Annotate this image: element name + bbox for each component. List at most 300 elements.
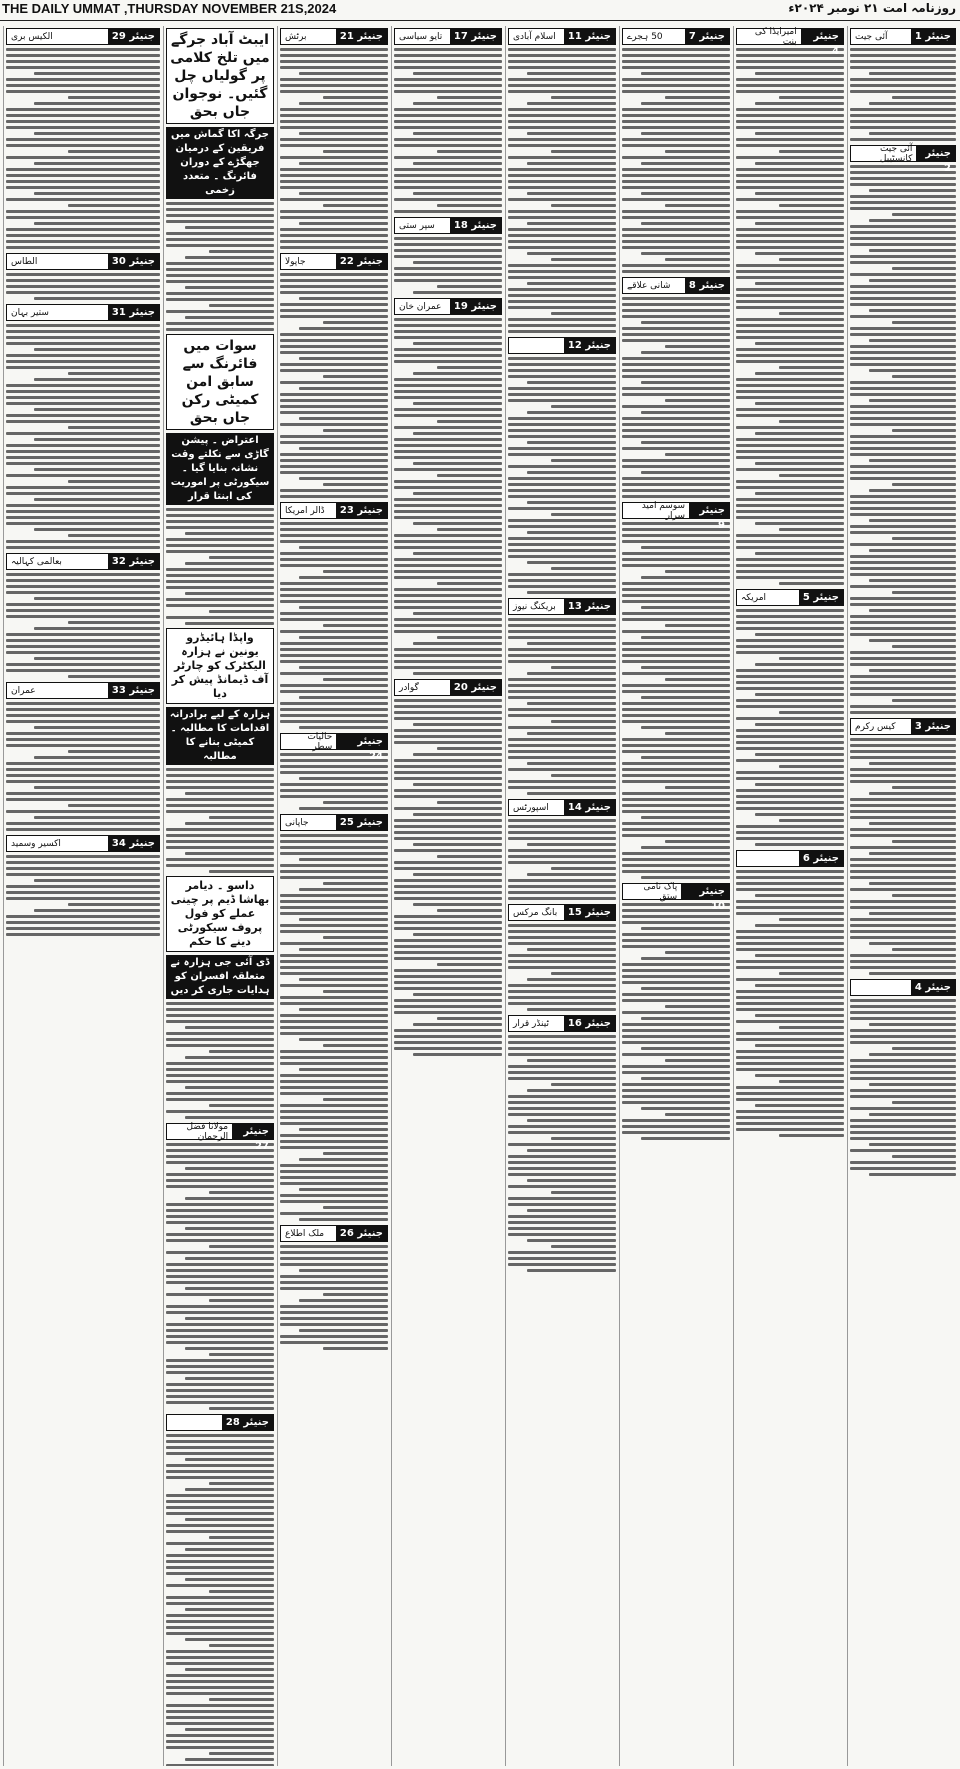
text-line (736, 534, 844, 537)
text-line (665, 786, 730, 789)
text-line (166, 1512, 274, 1515)
text-line (850, 177, 956, 180)
text-line (323, 624, 388, 627)
text-line (185, 286, 274, 289)
text-line (166, 1470, 274, 1473)
text-line (6, 897, 160, 900)
headline-wapda: واپڈا ہائیڈرو یونین نے ہزارہ الیکٹرک کو چارٹر آف ڈیمانڈ پیش کر دیا (166, 628, 274, 704)
text-line (736, 84, 844, 87)
text-line (736, 174, 844, 177)
text-line (299, 72, 388, 75)
text-line (280, 984, 388, 987)
text-line (166, 846, 274, 849)
text-line (166, 202, 274, 205)
text-line (280, 906, 388, 909)
text-line (869, 882, 956, 885)
text-line (551, 1137, 616, 1140)
text-line (6, 867, 160, 870)
section-title: پاک نامی ستق (643, 881, 678, 902)
text-line (394, 468, 502, 471)
text-line (508, 84, 616, 87)
news-section (508, 598, 616, 795)
text-line (755, 132, 844, 135)
text-lines (166, 508, 274, 625)
text-line (280, 924, 388, 927)
text-line (622, 66, 730, 69)
text-line (299, 327, 388, 330)
section-number: جنیئر 29 (108, 29, 159, 44)
section-header (508, 904, 616, 921)
text-line (736, 1002, 844, 1005)
text-line (437, 801, 502, 804)
section-header (6, 253, 160, 270)
text-line (850, 900, 956, 903)
text-line (850, 171, 956, 174)
text-line (166, 520, 274, 523)
text-line (166, 1203, 274, 1206)
text-line (527, 792, 616, 795)
text-line (166, 1542, 274, 1545)
section-number: جنیئر 24 (336, 734, 387, 749)
text-line (437, 366, 502, 369)
text-line (527, 1239, 616, 1242)
text-line (622, 822, 730, 825)
text-line (850, 810, 956, 813)
text-line (166, 1008, 274, 1011)
text-line (323, 429, 388, 432)
text-line (508, 186, 616, 189)
text-line (280, 144, 388, 147)
text-line (508, 1251, 616, 1254)
text-line (6, 462, 160, 465)
text-line (527, 531, 616, 534)
news-section (850, 145, 956, 714)
text-line (6, 546, 160, 549)
text-line (869, 669, 956, 672)
text-lines (736, 48, 844, 585)
text-line (394, 861, 502, 864)
text-line (508, 114, 616, 117)
text-line (850, 237, 956, 240)
text-line (185, 1347, 274, 1350)
text-line (850, 333, 956, 336)
text-line (413, 642, 502, 645)
text-line (280, 1092, 388, 1095)
text-line (508, 780, 616, 783)
column-6 (277, 26, 390, 1766)
text-line (34, 786, 160, 789)
text-line (527, 381, 616, 384)
text-line (755, 222, 844, 225)
text-line (280, 240, 388, 243)
text-line (892, 429, 956, 432)
text-line (6, 396, 160, 399)
text-line (736, 1128, 844, 1131)
text-line (280, 720, 388, 723)
text-line (6, 591, 160, 594)
section-header (280, 814, 388, 831)
text-line (622, 1125, 730, 1128)
text-line (68, 534, 160, 537)
text-line (736, 156, 844, 159)
text-line (394, 795, 502, 798)
text-line (394, 660, 502, 663)
text-line (508, 435, 616, 438)
section-title: برٹش (285, 31, 307, 42)
text-line (850, 255, 956, 258)
text-line (736, 759, 844, 762)
text-line (299, 1269, 388, 1272)
text-line (736, 900, 844, 903)
section-title: عمران (11, 685, 36, 696)
text-line (869, 132, 956, 135)
text-line (755, 492, 844, 495)
text-lines (622, 522, 730, 879)
text-line (892, 591, 956, 594)
text-line (508, 1035, 616, 1038)
text-line (622, 852, 730, 855)
text-line (641, 381, 730, 384)
text-line (394, 243, 502, 246)
text-line (394, 480, 502, 483)
text-line (736, 210, 844, 213)
text-line (736, 936, 844, 939)
text-line (755, 342, 844, 345)
text-line (892, 840, 956, 843)
text-line (166, 1464, 274, 1467)
text-line (508, 936, 616, 939)
text-line (280, 1056, 388, 1059)
text-line (166, 1293, 274, 1296)
text-line (736, 795, 844, 798)
section-number: جنیئر 17 (450, 29, 501, 44)
text-line (166, 1365, 274, 1368)
text-line (736, 675, 844, 678)
text-lines (850, 165, 956, 714)
text-line (280, 1287, 388, 1290)
text-line (280, 84, 388, 87)
text-line (508, 1203, 616, 1206)
text-line (736, 168, 844, 171)
text-line (394, 777, 502, 780)
text-line (508, 897, 616, 900)
text-line (166, 274, 274, 277)
text-line (394, 600, 502, 603)
text-line (280, 1146, 388, 1149)
news-section (6, 835, 160, 936)
text-line (508, 984, 616, 987)
text-line (6, 573, 160, 576)
text-line (166, 1734, 274, 1737)
text-line (736, 396, 844, 399)
text-line (394, 108, 502, 111)
text-line (508, 126, 616, 129)
text-line (850, 1119, 956, 1122)
text-line (299, 696, 388, 699)
text-line (508, 357, 616, 360)
text-line (299, 387, 388, 390)
text-line (394, 885, 502, 888)
text-line (850, 924, 956, 927)
text-line (665, 345, 730, 348)
text-line (850, 84, 956, 87)
text-line (641, 927, 730, 930)
text-line (850, 471, 956, 474)
section-header (394, 298, 502, 315)
text-line (527, 1149, 616, 1152)
text-line (736, 504, 844, 507)
text-line (850, 315, 956, 318)
text-line (394, 957, 502, 960)
text-line (209, 1191, 274, 1194)
text-lines (622, 903, 730, 1140)
text-line (6, 585, 160, 588)
text-line (6, 828, 160, 831)
text-line (641, 252, 730, 255)
news-section (736, 850, 844, 1137)
text-line (394, 456, 502, 459)
text-line (413, 1053, 502, 1056)
section-title: امیرایڈا کی بنت (754, 26, 797, 47)
text-line (394, 486, 502, 489)
section-title: گوادر (399, 682, 419, 693)
text-line (166, 1434, 274, 1437)
text-line (622, 738, 730, 741)
text-line (437, 1017, 502, 1020)
text-line (280, 912, 388, 915)
text-line (527, 1179, 616, 1182)
text-line (508, 537, 616, 540)
text-line (166, 1161, 274, 1164)
text-line (394, 210, 502, 213)
text-line (68, 675, 160, 678)
text-line (166, 568, 274, 571)
text-line (622, 1053, 730, 1056)
text-line (185, 622, 274, 625)
text-line (622, 810, 730, 813)
text-line (209, 1482, 274, 1485)
text-line (166, 1311, 274, 1314)
section-number: جنیئر 4 (801, 29, 843, 44)
text-line (394, 576, 502, 579)
text-line (641, 876, 730, 879)
text-line (736, 1092, 844, 1095)
text-line (280, 648, 388, 651)
text-line (736, 516, 844, 519)
text-line (755, 432, 844, 435)
text-line (779, 1026, 844, 1029)
text-line (394, 78, 502, 81)
text-line (850, 207, 956, 210)
section-header (6, 835, 160, 852)
text-line (551, 258, 616, 261)
text-lines (6, 573, 160, 678)
text-lines (166, 1143, 274, 1410)
text-line (508, 369, 616, 372)
text-line (299, 297, 388, 300)
text-line (622, 60, 730, 63)
text-line (622, 447, 730, 450)
text-line (280, 660, 388, 663)
text-line (622, 993, 730, 996)
text-line (394, 390, 502, 393)
text-line (850, 60, 956, 63)
column-4 (505, 26, 618, 1766)
text-line (736, 831, 844, 834)
section-header (280, 28, 388, 45)
text-line (508, 78, 616, 81)
text-line (850, 126, 956, 129)
text-line (394, 981, 502, 984)
text-line (850, 138, 956, 141)
text-line (508, 756, 616, 759)
text-line (6, 228, 160, 231)
text-line (413, 192, 502, 195)
text-line (280, 972, 388, 975)
text-line (508, 180, 616, 183)
text-line (394, 558, 502, 561)
text-line (280, 630, 388, 633)
section-header (6, 553, 160, 570)
text-line (850, 183, 956, 186)
text-line (736, 456, 844, 459)
text-line (850, 303, 956, 306)
text-line (34, 72, 160, 75)
text-line (508, 1173, 616, 1176)
column-1 (847, 26, 958, 1766)
text-line (68, 804, 160, 807)
text-line (508, 654, 616, 657)
text-line (527, 282, 616, 285)
text-line (508, 744, 616, 747)
text-line (850, 243, 956, 246)
text-line (622, 969, 730, 972)
section-header (166, 1414, 274, 1431)
text-line (892, 645, 956, 648)
text-line (508, 300, 616, 303)
text-line (850, 675, 956, 678)
text-line (6, 291, 160, 294)
text-line (166, 244, 274, 247)
text-line (622, 198, 730, 201)
text-line (779, 582, 844, 585)
text-line (280, 1116, 388, 1119)
text-line (622, 429, 730, 432)
text-line (736, 651, 844, 654)
text-line (622, 945, 730, 948)
text-line (6, 774, 160, 777)
text-line (736, 681, 844, 684)
text-line (6, 810, 160, 813)
text-line (209, 1299, 274, 1302)
text-line (166, 574, 274, 577)
text-line (413, 102, 502, 105)
section-number: جنیئر 1 (911, 29, 955, 44)
text-line (755, 894, 844, 897)
text-line (736, 270, 844, 273)
text-line (166, 1155, 274, 1158)
text-line (413, 462, 502, 465)
text-line (527, 843, 616, 846)
text-line (755, 372, 844, 375)
text-line (508, 489, 616, 492)
section-header (166, 1121, 274, 1152)
text-line (622, 975, 730, 978)
subheadline-abbottabad: جرگہ اکا گماش میں فریقین کے درمیان جھگڑے کے دوران فائرنگ ۔ متعدد زخمی (166, 127, 274, 199)
text-line (166, 1572, 274, 1575)
text-line (755, 723, 844, 726)
text-line (437, 474, 502, 477)
text-line (850, 906, 956, 909)
text-line (185, 1026, 274, 1029)
text-line (166, 1221, 274, 1224)
text-line (280, 393, 388, 396)
text-line (166, 1674, 274, 1677)
text-line (892, 537, 956, 540)
text-line (622, 78, 730, 81)
text-line (508, 270, 616, 273)
text-line (185, 852, 274, 855)
text-line (280, 156, 388, 159)
text-line (508, 90, 616, 93)
section-header (850, 718, 956, 735)
text-line (641, 471, 730, 474)
text-line (869, 189, 956, 192)
text-line (6, 273, 160, 276)
text-line (323, 1293, 388, 1296)
text-line (736, 486, 844, 489)
text-line (527, 102, 616, 105)
text-line (641, 441, 730, 444)
text-line (437, 909, 502, 912)
text-line (736, 576, 844, 579)
text-line (850, 525, 956, 528)
text-line (166, 1650, 274, 1653)
text-line (394, 378, 502, 381)
text-line (736, 354, 844, 357)
text-line (850, 846, 956, 849)
text-line (850, 864, 956, 867)
text-line (185, 1608, 274, 1611)
text-line (622, 1089, 730, 1092)
text-line (166, 1440, 274, 1443)
text-line (779, 312, 844, 315)
text-line (622, 1011, 730, 1014)
text-line (869, 792, 956, 795)
text-line (850, 327, 956, 330)
text-line (6, 144, 160, 147)
news-section (6, 682, 160, 831)
text-line (850, 393, 956, 396)
text-line (508, 108, 616, 111)
text-line (622, 234, 730, 237)
text-line (6, 651, 160, 654)
text-line (166, 208, 274, 211)
news-section (508, 1015, 616, 1272)
text-line (736, 180, 844, 183)
text-line (508, 1131, 616, 1134)
text-line (508, 156, 616, 159)
text-line (736, 825, 844, 828)
text-line (413, 402, 502, 405)
news-section (850, 28, 956, 141)
text-line (641, 756, 730, 759)
text-line (850, 930, 956, 933)
text-line (736, 705, 844, 708)
text-line (166, 1305, 274, 1308)
text-line (736, 1050, 844, 1053)
text-line (394, 666, 502, 669)
